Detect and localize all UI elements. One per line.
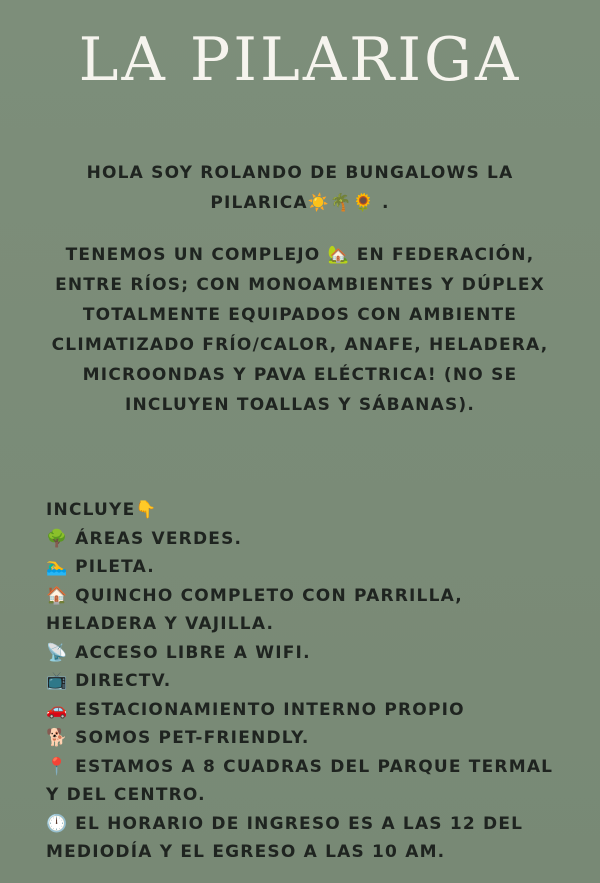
list-item-label: QUINCHO COMPLETO CON PARRILLA, HELADERA Y VAJILLA. — [46, 585, 463, 634]
list-item-label: SOMOS PET-FRIENDLY. — [75, 728, 310, 748]
swimmer-icon: 🏊‍♂️ — [46, 557, 69, 577]
list-item-directv — [46, 667, 566, 696]
includes-header: INCLUYE👇 — [46, 500, 158, 520]
list-item-label: PILETA. — [75, 557, 155, 577]
list-item-label: ESTAMOS A 8 CUADRAS DEL PARQUE TERMAL Y DEL CENTRO. — [46, 756, 554, 805]
list-item-label: EL HORARIO DE INGRESO ES A LAS 12 DEL MEDIODÍA Y EL EGRESO A LAS 10 AM. — [46, 813, 524, 862]
list-item-schedule — [46, 810, 566, 867]
list-item-quincho — [46, 582, 566, 639]
includes-list — [46, 496, 566, 867]
list-item-location — [46, 753, 566, 810]
list-item-pet-friendly — [46, 724, 566, 753]
list-item-label: ACCESO LIBRE A WIFI. — [75, 642, 311, 663]
intro-description-text-2: EN FEDERACIÓN, ENTRE RÍOS; CON MONOAMBIENTES Y DÚPLEX TOTALMENTE EQUIPADOS CON AMBIENTE CLIMATIZADO FRÍO/CALOR, ANAFE, HELADERA, MICROONDAS Y PAVA ELÉCTRICA! (NO SE INCLUYEN TOALLAS Y SÁBANAS). — [51, 245, 549, 415]
pin-icon: 📍 — [46, 756, 69, 777]
list-item-label: DIRECTV. — [75, 671, 172, 691]
tv-icon: 📺 — [46, 671, 69, 691]
satellite-dish-icon: 📡 — [46, 642, 69, 663]
car-icon: 🚗 — [46, 699, 69, 720]
intro-description — [40, 240, 560, 420]
list-item-label: ESTACIONAMIENTO INTERNO PROPIO — [75, 699, 465, 720]
list-item-parking — [46, 696, 566, 725]
clock-icon: 🕛 — [46, 813, 69, 834]
tree-icon: 🌳 — [46, 528, 69, 549]
house-icon: 🏡 — [327, 245, 350, 265]
list-item-pool — [46, 553, 566, 582]
intro-description-text-1: TENEMOS UN COMPLEJO — [65, 245, 328, 265]
list-item-label: ÁREAS VERDES. — [75, 528, 243, 549]
dog-icon: 🐕 — [46, 728, 69, 748]
list-item-wifi — [46, 639, 566, 668]
page-title: LA PILARIGA — [78, 25, 522, 95]
intro-greeting: HOLA SOY ROLANDO DE BUNGALOWS LA PILARICA☀️🌴🌻 . — [86, 163, 514, 213]
house-icon: 🏠 — [46, 585, 69, 606]
list-item-green-areas — [46, 525, 566, 554]
